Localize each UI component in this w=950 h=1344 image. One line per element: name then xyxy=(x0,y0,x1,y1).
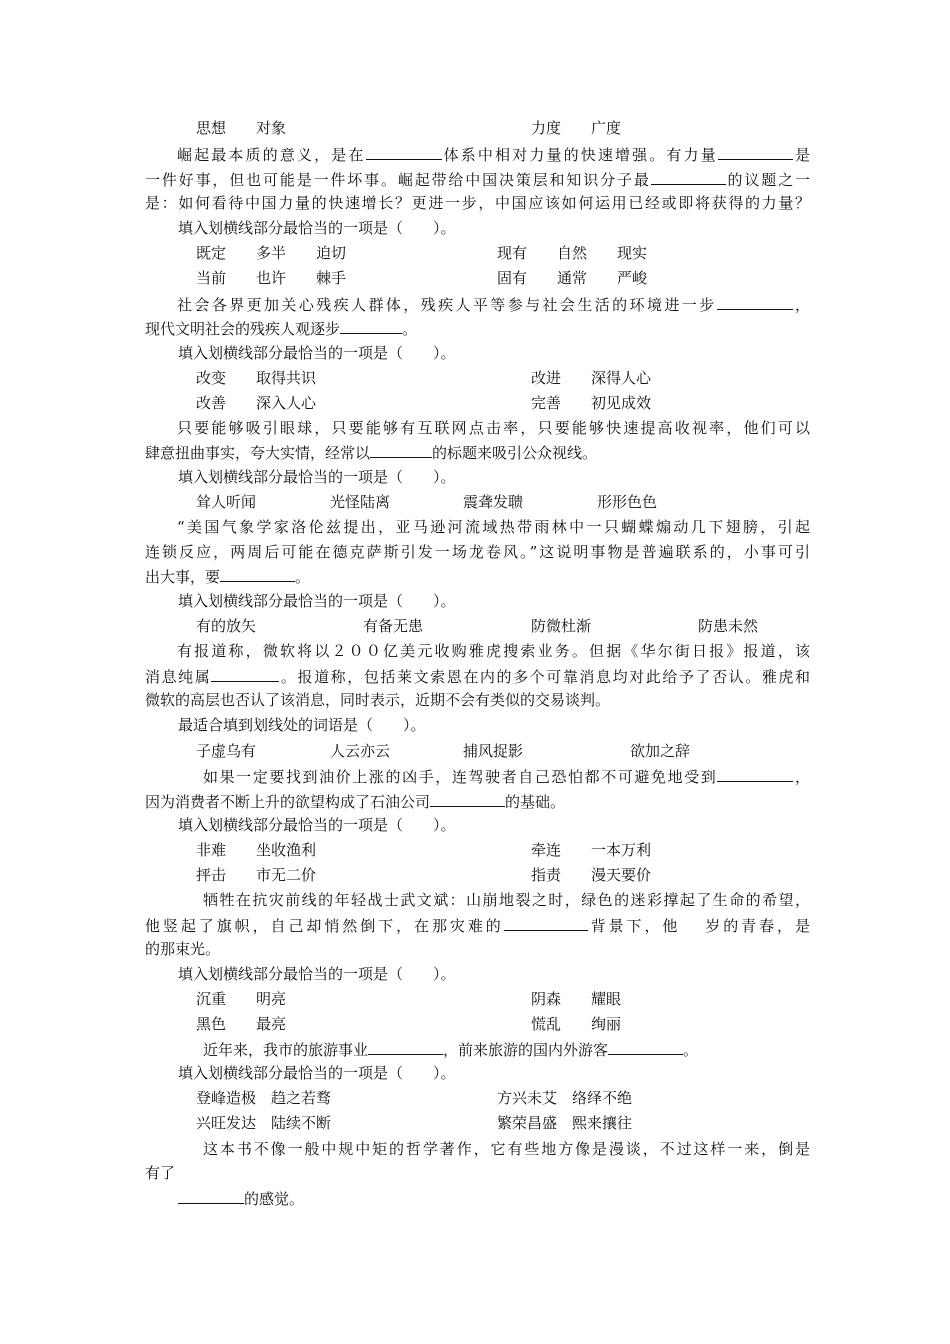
option-c: 改善 深入人心 xyxy=(196,394,317,412)
option-b: 人云亦云 xyxy=(330,742,391,760)
q9-line-3: 的感觉。 xyxy=(178,1188,304,1209)
q5-line-2: 消息纯属 。报道称，包括莱文索恩在内的多个可靠消息均对此给予了否认。雅虎和 xyxy=(145,668,810,686)
option-d: 指责 漫天要价 xyxy=(531,866,652,884)
option-a: 既定 多半 迫切 xyxy=(196,244,347,262)
option-c: 防微杜渐 xyxy=(531,617,592,635)
question-prompt: 最适合填到划线处的词语是（ ）。 xyxy=(178,716,426,734)
q8-line-1: 近年来，我市的旅游事业 ，前来旅游的国内外游客 。 xyxy=(203,1041,699,1059)
blank xyxy=(370,442,432,458)
q6-line-2: 因为消费者不断上升的欲望构成了石油公司 的基础。 xyxy=(145,793,566,811)
blank xyxy=(368,1039,443,1055)
option-d: 欲加之辞 xyxy=(630,742,691,760)
q5-line-3: 微软的高层也否认了该消息，同时表示，近期不会有类似的交易谈判。 xyxy=(145,691,611,709)
q3-line-1: 只要能够吸引眼球，只要能够有互联网点击率，只要能够快速提高收视率，他们可以 xyxy=(177,419,810,437)
option-c: 震聋发聩 xyxy=(463,493,524,511)
q2-line-1: 社会各界更加关心残疾人群体，残疾人平等参与社会生活的环境进一步 ， xyxy=(177,296,810,314)
option-b: 牵连 一本万利 xyxy=(531,841,652,859)
option-a: 改变 取得共识 xyxy=(196,369,317,387)
option-a: 沉重 明亮 xyxy=(196,990,287,1008)
option-b: 改进 深得人心 xyxy=(531,369,652,387)
question-prompt: 填入划横线部分最恰当的一项是（ ）。 xyxy=(178,965,456,983)
q1-line-3: 是：如何看待中国力量的快速增长？更进一步，中国应该如何运用已经或即将获得的力量？ xyxy=(145,194,810,212)
option-d: 完善 初见成效 xyxy=(531,394,652,412)
q6-line-1: 如果一定要找到油价上涨的凶手，连驾驶者自己恐怕都不可避免地受到 ， xyxy=(203,768,810,786)
option-d: 形形色色 xyxy=(597,493,658,511)
blank xyxy=(717,294,793,310)
q7-line-1: 牺牲在抗灾前线的年轻战士武文斌：山崩地裂之时，绿色的迷彩撑起了生命的希望， xyxy=(203,891,810,909)
question-prompt: 填入划横线部分最恰当的一项是（ ）。 xyxy=(178,816,456,834)
option-b: 光怪陆离 xyxy=(330,493,391,511)
q9-line-2: 有了 xyxy=(145,1164,176,1182)
option-d: 固有 通常 严峻 xyxy=(497,269,648,287)
question-prompt: 填入划横线部分最恰当的一项是（ ）。 xyxy=(178,592,456,610)
option-b: 有备无患 xyxy=(363,617,424,635)
option-c: 抨击 市无二价 xyxy=(196,866,317,884)
q1-line-2: 一件好事，但也可能是一件坏事。崛起带给中国决策层和知识分子最 的议题之一 xyxy=(145,171,810,189)
option-a: 耸人听闻 xyxy=(196,493,257,511)
q7-line-2: 他竖起了旗帜，自己却悄然倒下，在那灾难的 背景下，他 岁的青春，是 xyxy=(145,917,810,935)
blank xyxy=(608,1039,683,1055)
q9-line-1: 这本书不像一般中规中矩的哲学著作，它有些地方像是漫谈，不过这样一来，倒是 xyxy=(203,1140,810,1158)
option-a: 思想 对象 xyxy=(196,119,287,137)
blank xyxy=(651,169,726,185)
q7-line-3: 的那束光。 xyxy=(145,940,221,958)
blank xyxy=(178,1188,244,1204)
option-a: 登峰造极 趋之若骛 xyxy=(196,1089,332,1107)
q4-line-1: “美国气象学家洛伦兹提出，亚马逊河流域热带雨林中一只蝴蝶煽动几下翅膀，引起 xyxy=(177,518,810,536)
q5-line-1: 有报道称，微软将以２００亿美元收购雅虎搜索业务。但据《华尔街日报》报道，该 xyxy=(177,642,810,660)
option-a: 子虚乌有 xyxy=(196,742,257,760)
option-d: 慌乱 绚丽 xyxy=(531,1015,622,1033)
option-c: 当前 也许 棘手 xyxy=(196,269,347,287)
option-c: 黑色 最亮 xyxy=(196,1015,287,1033)
q1-line-1: 崛起最本质的意义，是在 体系中相对力量的快速增强。有力量 是 xyxy=(177,146,810,164)
option-c: 兴旺发达 陆续不断 xyxy=(196,1114,332,1132)
option-a: 非难 坐收渔利 xyxy=(196,841,317,859)
option-d: 繁荣昌盛 熙来攘往 xyxy=(497,1114,633,1132)
q3-line-2: 肆意扭曲事实，夸大实情，经常以 的标题来吸引公众视线。 xyxy=(145,444,598,462)
option-a: 有的放矢 xyxy=(196,617,257,635)
question-prompt: 填入划横线部分最恰当的一项是（ ）。 xyxy=(178,1064,456,1082)
question-prompt: 填入划横线部分最恰当的一项是（ ）。 xyxy=(178,219,456,237)
option-b: 阴森 耀眼 xyxy=(531,990,622,1008)
q2-line-2: 现代文明社会的残疾人观逐步 。 xyxy=(145,320,418,338)
blank xyxy=(504,915,588,931)
option-d: 防患未然 xyxy=(698,617,759,635)
blank xyxy=(366,144,442,160)
question-prompt: 填入划横线部分最恰当的一项是（ ）。 xyxy=(178,344,456,362)
blank xyxy=(718,144,793,160)
option-c: 捕风捉影 xyxy=(463,742,524,760)
blank xyxy=(211,666,279,682)
option-b: 力度 广度 xyxy=(531,119,622,137)
option-b: 方兴未艾 络绎不绝 xyxy=(497,1089,633,1107)
blank xyxy=(717,766,793,782)
blank xyxy=(430,791,505,807)
blank xyxy=(340,318,402,334)
blank xyxy=(220,566,295,582)
q4-line-3: 出大事，要 。 xyxy=(145,568,311,586)
option-b: 现有 自然 现实 xyxy=(497,244,648,262)
q4-line-2: 连锁反应，两周后可能在德克萨斯引发一场龙卷风。”这说明事物是普遍联系的，小事可引 xyxy=(145,543,810,561)
question-prompt: 填入划横线部分最恰当的一项是（ ）。 xyxy=(178,468,456,486)
